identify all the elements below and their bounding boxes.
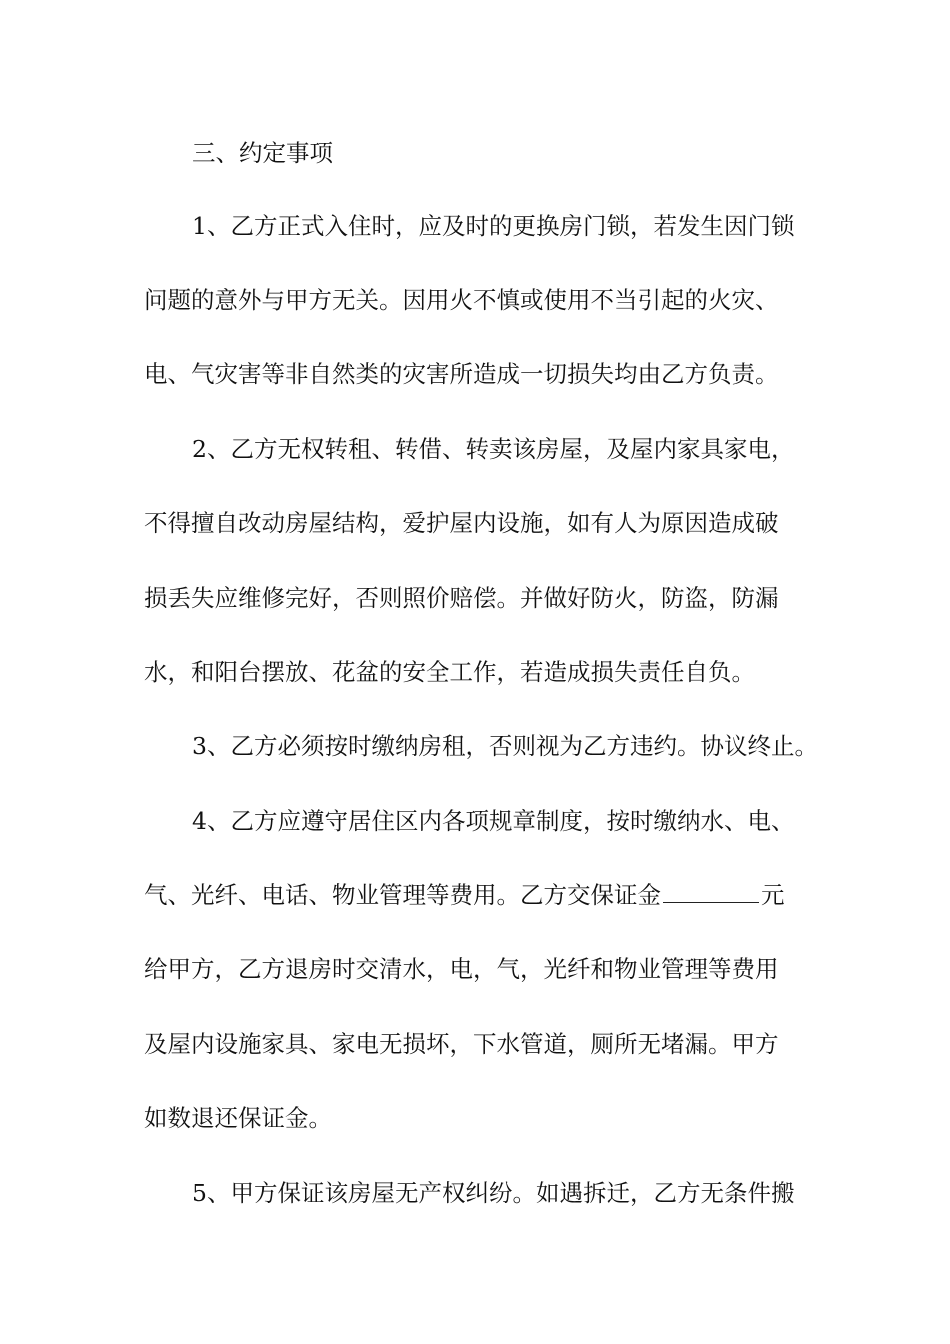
clause-4-line-4: 及屋内设施家具、家电无损坏，下水管道，厕所无堵漏。甲方 bbox=[144, 1030, 779, 1058]
deposit-amount-blank bbox=[663, 882, 759, 903]
clause-5-line-1: 5、甲方保证该房屋无产权纠纷。如遇拆迁，乙方无条件搬 bbox=[192, 1179, 795, 1207]
clause-2-line-1: 2、乙方无权转租、转借、转卖该房屋，及屋内家具家电， bbox=[192, 435, 795, 463]
clause-4-line-3: 给甲方，乙方退房时交清水，电，气，光纤和物业管理等费用 bbox=[144, 955, 779, 983]
clause-4-line-1: 4、乙方应遵守居住区内各项规章制度，按时缴纳水、电、 bbox=[192, 807, 795, 835]
clause-4-line-2 bbox=[144, 880, 785, 910]
clause-2-line-4: 水，和阳台摆放、花盆的安全工作，若造成损失责任自负。 bbox=[144, 658, 755, 686]
clause-4-line-5: 如数退还保证金。 bbox=[144, 1104, 332, 1132]
clause-3-line-1: 3、乙方必须按时缴纳房租，否则视为乙方违约。协议终止。 bbox=[192, 732, 818, 760]
clause-2-line-3: 损丢失应维修完好，否则照价赔偿。并做好防火，防盗，防漏 bbox=[144, 584, 779, 612]
clause-1-line-2: 问题的意外与甲方无关。因用火不慎或使用不当引起的火灾、 bbox=[144, 286, 779, 314]
clause-2-line-2: 不得擅自改动房屋结构，爱护屋内设施，如有人为原因造成破 bbox=[144, 509, 779, 537]
clause-1-line-3: 电、气灾害等非自然类的灾害所造成一切损失均由乙方负责。 bbox=[144, 360, 779, 388]
deposit-text-after: 元 bbox=[761, 881, 785, 909]
clause-1-line-1: 1、乙方正式入住时，应及时的更换房门锁，若发生因门锁 bbox=[192, 212, 795, 240]
deposit-text-before: 气、光纤、电话、物业管理等费用。乙方交保证金 bbox=[144, 881, 661, 909]
section-heading: 三、约定事项 bbox=[192, 139, 333, 167]
